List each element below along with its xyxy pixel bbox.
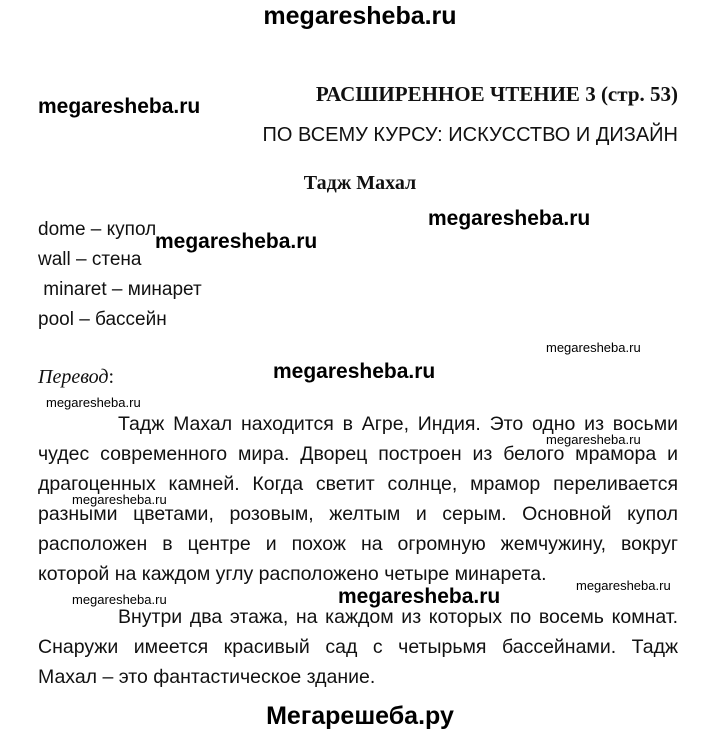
header-site-name: megaresheba.ru (263, 2, 457, 30)
watermark: megaresheba.ru (38, 95, 201, 118)
paragraph-line: которой на каждом углу расположено четыре минарета. (38, 563, 547, 585)
watermark: megaresheba.ru (576, 578, 671, 593)
vocab-item: wall – стена (38, 249, 142, 270)
section-title: Тадж Махал (303, 172, 417, 194)
translation-label-colon: : (108, 366, 115, 388)
paragraph-line: чудес современного мира. Дворец построен из белого мрамора и (38, 443, 678, 465)
watermark: megaresheba.ru (273, 360, 436, 383)
paragraph-line: драгоценных камней. Когда светит солнце, мрамор переливается (38, 473, 678, 495)
watermark: megaresheba.ru (72, 592, 167, 607)
page-title: РАСШИРЕННОЕ ЧТЕНИЕ 3 (стр. 53) (315, 82, 678, 106)
watermark: megaresheba.ru (155, 230, 318, 253)
paragraph-line: Махал – это фантастическое здание. (38, 666, 376, 688)
footer-site-name: Мегарешеба.ру (266, 702, 454, 730)
page-subtitle: ПО ВСЕМУ КУРСУ: ИСКУССТВО И ДИЗАЙН (262, 124, 678, 146)
translation-label (38, 366, 114, 389)
paragraph-line: Снаружи имеется красивый сад с четырьмя бассейнами. Тадж (38, 636, 678, 658)
watermark: megaresheba.ru (546, 432, 641, 447)
vocab-item: minaret – минарет (38, 279, 202, 300)
translation-label-text: Перевод (38, 366, 109, 388)
vocab-item: pool – бассейн (38, 309, 167, 330)
watermark: megaresheba.ru (428, 207, 591, 230)
watermark: megaresheba.ru (338, 585, 501, 608)
paragraph-line: Тадж Махал находится в Агре, Индия. Это одно из восьми (118, 413, 678, 435)
paragraph-line: расположен в центре и похож на огромную жемчужину, вокруг (38, 533, 678, 555)
watermark: megaresheba.ru (546, 340, 641, 355)
vocab-item: dome – купол (38, 219, 157, 240)
watermark: megaresheba.ru (72, 492, 167, 507)
paragraph-line: разными цветами, розовым, желтым и серым. Основной купол (38, 503, 678, 525)
paragraph-line: Внутри два этажа, на каждом из которых по восемь комнат. (118, 606, 678, 628)
watermark: megaresheba.ru (46, 395, 141, 410)
